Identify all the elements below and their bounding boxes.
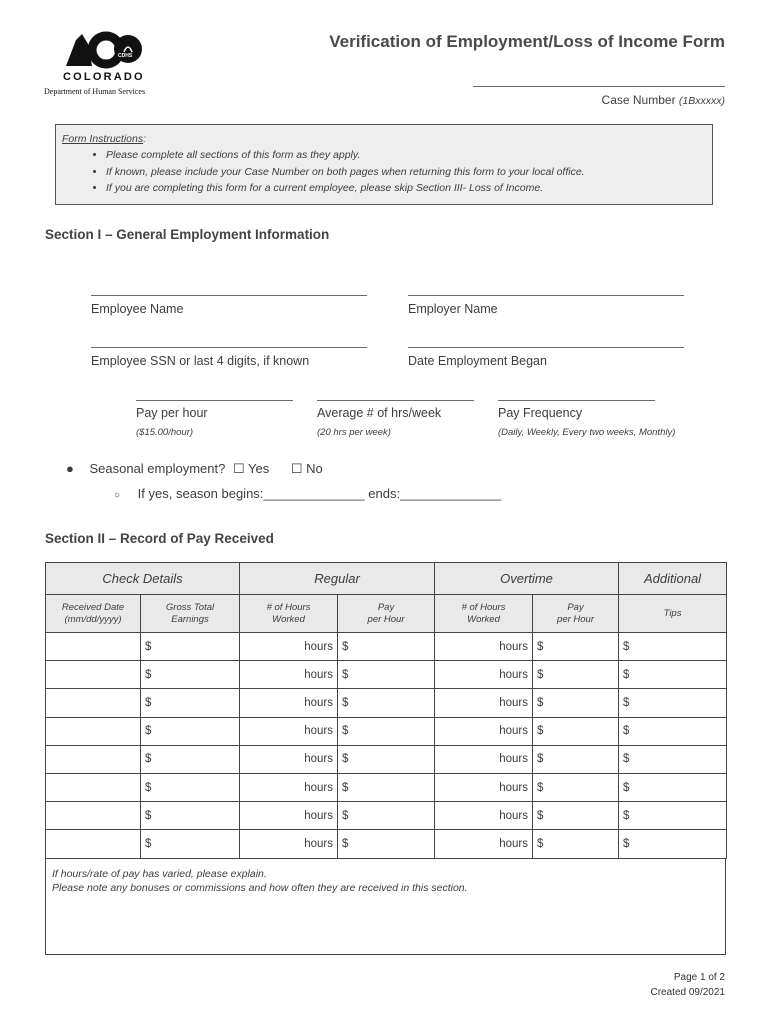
avg-hours-hint: (20 hrs per week) [317, 427, 391, 438]
received-date-cell[interactable] [46, 661, 141, 689]
tips-cell[interactable]: $ [619, 633, 727, 661]
logo-mountain-icon [66, 30, 146, 70]
overtime-hours-cell[interactable]: hours [435, 773, 533, 801]
received-date-cell[interactable] [46, 633, 141, 661]
received-date-cell[interactable] [46, 745, 141, 773]
pay-rows [46, 633, 727, 859]
date-employment-began-field[interactable] [408, 347, 684, 348]
regular-pay-cell[interactable]: $ [338, 830, 435, 858]
gross-earnings-cell[interactable]: $ [141, 717, 240, 745]
instruction-item: • If you are completing this form for a current employee, please skip Section III- Loss of Income. [106, 180, 712, 197]
overtime-hours-cell[interactable]: hours [435, 717, 533, 745]
group-additional: Additional [619, 563, 727, 595]
section-2-title: Section II – Record of Pay Received [45, 531, 274, 546]
case-number-field[interactable] [473, 86, 725, 87]
col-header-line2: Earnings [171, 613, 209, 625]
table-row [46, 689, 727, 717]
season-dates-row [114, 486, 501, 501]
regular-hours-cell[interactable]: hours [240, 689, 338, 717]
overtime-hours-cell[interactable]: hours [435, 802, 533, 830]
regular-hours-cell[interactable]: hours [240, 802, 338, 830]
table-row [46, 661, 727, 689]
overtime-pay-cell[interactable]: $ [533, 802, 619, 830]
explanation-box[interactable] [45, 859, 726, 955]
received-date-cell[interactable] [46, 802, 141, 830]
gross-earnings-cell[interactable]: $ [141, 661, 240, 689]
case-number-label-text: Case Number [601, 93, 676, 107]
overtime-pay-cell[interactable]: $ [533, 717, 619, 745]
table-row [46, 633, 727, 661]
regular-pay-cell[interactable]: $ [338, 745, 435, 773]
section-1-title: Section I – General Employment Information [45, 227, 330, 242]
overtime-hours-cell[interactable]: hours [435, 689, 533, 717]
col-header-line2: per Hour [557, 613, 594, 625]
col-gross-earnings [141, 595, 240, 633]
gross-earnings-cell[interactable]: $ [141, 773, 240, 801]
overtime-hours-cell[interactable]: hours [435, 745, 533, 773]
page-number: Page 1 of 2 [673, 972, 725, 983]
gross-earnings-cell[interactable]: $ [141, 830, 240, 858]
regular-hours-cell[interactable]: hours [240, 633, 338, 661]
pay-frequency-label: Pay Frequency [498, 406, 583, 420]
col-header-line2: (mm/dd/yyyy) [64, 613, 122, 625]
col-header-line1: Received Date [61, 601, 125, 613]
group-overtime: Overtime [435, 563, 619, 595]
regular-hours-cell[interactable]: hours [240, 773, 338, 801]
avg-hours-label: Average # of hrs/week [317, 406, 442, 420]
col-overtime-hours [435, 595, 533, 633]
regular-pay-cell[interactable]: $ [338, 802, 435, 830]
overtime-hours-cell[interactable]: hours [435, 633, 533, 661]
explain-line-2: Please note any bonuses or commissions and how often they are received in this section. [52, 882, 468, 894]
seasonal-no-label: No [306, 461, 323, 476]
gross-earnings-cell[interactable]: $ [141, 689, 240, 717]
received-date-cell[interactable] [46, 830, 141, 858]
employee-name-field[interactable] [91, 295, 367, 296]
table-row [46, 717, 727, 745]
table-row [46, 745, 727, 773]
pay-frequency-hint: (Daily, Weekly, Every two weeks, Monthly) [498, 427, 676, 438]
col-header-line1: Pay [567, 601, 584, 613]
season-ends-field[interactable]: ______________ [400, 486, 502, 501]
pay-per-hour-label: Pay per hour [136, 406, 208, 420]
tips-cell[interactable]: $ [619, 773, 727, 801]
seasonal-yes-label: Yes [248, 461, 270, 476]
col-regular-pay [338, 595, 435, 633]
tips-cell[interactable]: $ [619, 745, 727, 773]
seasonal-yes-checkbox[interactable]: ☐ [232, 461, 245, 476]
regular-hours-cell[interactable]: hours [240, 830, 338, 858]
regular-pay-cell[interactable]: $ [338, 633, 435, 661]
bullet-icon: ● [66, 461, 74, 476]
overtime-hours-cell[interactable]: hours [435, 661, 533, 689]
col-tips [619, 595, 727, 633]
col-header-line1: Tips [663, 607, 682, 619]
logo-department: Department of Human Services [44, 87, 146, 96]
col-header-line1: Gross Total [165, 601, 215, 613]
pay-per-hour-field[interactable] [136, 400, 293, 401]
received-date-cell[interactable] [46, 689, 141, 717]
overtime-pay-cell[interactable]: $ [533, 633, 619, 661]
overtime-hours-cell[interactable]: hours [435, 830, 533, 858]
season-begins-label: If yes, season begins: [137, 486, 264, 501]
regular-pay-cell[interactable]: $ [338, 717, 435, 745]
seasonal-employment-row [66, 461, 323, 477]
explain-line-1: If hours/rate of pay has varied, please explain. [52, 868, 267, 880]
gross-earnings-cell[interactable]: $ [141, 802, 240, 830]
group-check-details: Check Details [46, 563, 240, 595]
avg-hours-field[interactable] [317, 400, 474, 401]
instructions-heading-text: Form Instructions [62, 133, 144, 145]
form-title: Verification of Employment/Loss of Income Form [329, 32, 725, 51]
overtime-pay-cell[interactable]: $ [533, 689, 619, 717]
received-date-cell[interactable] [46, 717, 141, 745]
received-date-cell[interactable] [46, 773, 141, 801]
tips-cell[interactable]: $ [619, 717, 727, 745]
regular-hours-cell[interactable]: hours [240, 717, 338, 745]
col-received-date [46, 595, 141, 633]
cdhs-logo [66, 30, 146, 70]
overtime-pay-cell[interactable]: $ [533, 661, 619, 689]
circle-bullet-icon: ○ [114, 490, 121, 501]
tips-cell[interactable]: $ [619, 661, 727, 689]
tips-cell[interactable]: $ [619, 802, 727, 830]
instructions-list [62, 147, 712, 197]
logo-seal-text: CDHS [118, 53, 133, 59]
instruction-item: • If known, please include your Case Number on both pages when returning this form to your local office. [106, 164, 712, 181]
regular-pay-cell[interactable]: $ [338, 773, 435, 801]
regular-pay-cell[interactable]: $ [338, 661, 435, 689]
overtime-pay-cell[interactable]: $ [533, 830, 619, 858]
table-row [46, 802, 727, 830]
pay-frequency-field[interactable] [498, 400, 655, 401]
gross-earnings-cell[interactable]: $ [141, 633, 240, 661]
season-begins-field[interactable]: ______________ [263, 486, 365, 501]
col-header-line1: # of Hours [461, 601, 506, 613]
employee-ssn-field[interactable] [91, 347, 367, 348]
overtime-pay-cell[interactable]: $ [533, 773, 619, 801]
seasonal-no-checkbox[interactable]: ☐ [290, 461, 303, 476]
table-row [46, 773, 727, 801]
overtime-pay-cell[interactable]: $ [533, 745, 619, 773]
regular-hours-cell[interactable]: hours [240, 661, 338, 689]
season-ends-label: ends: [368, 486, 401, 501]
regular-pay-cell[interactable]: $ [338, 689, 435, 717]
case-number-format: (1Bxxxxx) [678, 95, 725, 107]
instructions-heading-colon: : [143, 133, 147, 145]
pay-record-table [45, 562, 727, 859]
logo-wordmark: COLORADO [63, 71, 145, 83]
tips-cell[interactable]: $ [619, 689, 727, 717]
instruction-item: • Please complete all sections of this form as they apply. [106, 147, 712, 164]
tips-cell[interactable]: $ [619, 830, 727, 858]
date-employment-began-label: Date Employment Began [408, 354, 547, 368]
employee-ssn-label: Employee SSN or last 4 digits, if known [91, 354, 310, 368]
col-regular-hours [240, 595, 338, 633]
seasonal-question: Seasonal employment? [89, 461, 226, 476]
pay-per-hour-hint: ($15.00/hour) [136, 427, 194, 438]
instructions-heading [62, 133, 712, 145]
col-header-line2: Worked [467, 613, 500, 625]
col-header-line2: Worked [272, 613, 305, 625]
regular-hours-cell[interactable]: hours [240, 745, 338, 773]
created-date: Created 09/2021 [650, 987, 725, 998]
employee-name-label: Employee Name [91, 302, 184, 316]
col-overtime-pay [533, 595, 619, 633]
group-regular: Regular [240, 563, 435, 595]
employer-name-label: Employer Name [408, 302, 498, 316]
table-row [46, 830, 727, 858]
gross-earnings-cell[interactable]: $ [141, 745, 240, 773]
col-header-line1: Pay [377, 601, 395, 613]
employer-name-field[interactable] [408, 295, 684, 296]
case-number-label [602, 93, 725, 107]
col-header-line1: # of Hours [266, 601, 311, 613]
instructions-box [55, 124, 713, 205]
col-header-line2: per Hour [367, 613, 405, 625]
